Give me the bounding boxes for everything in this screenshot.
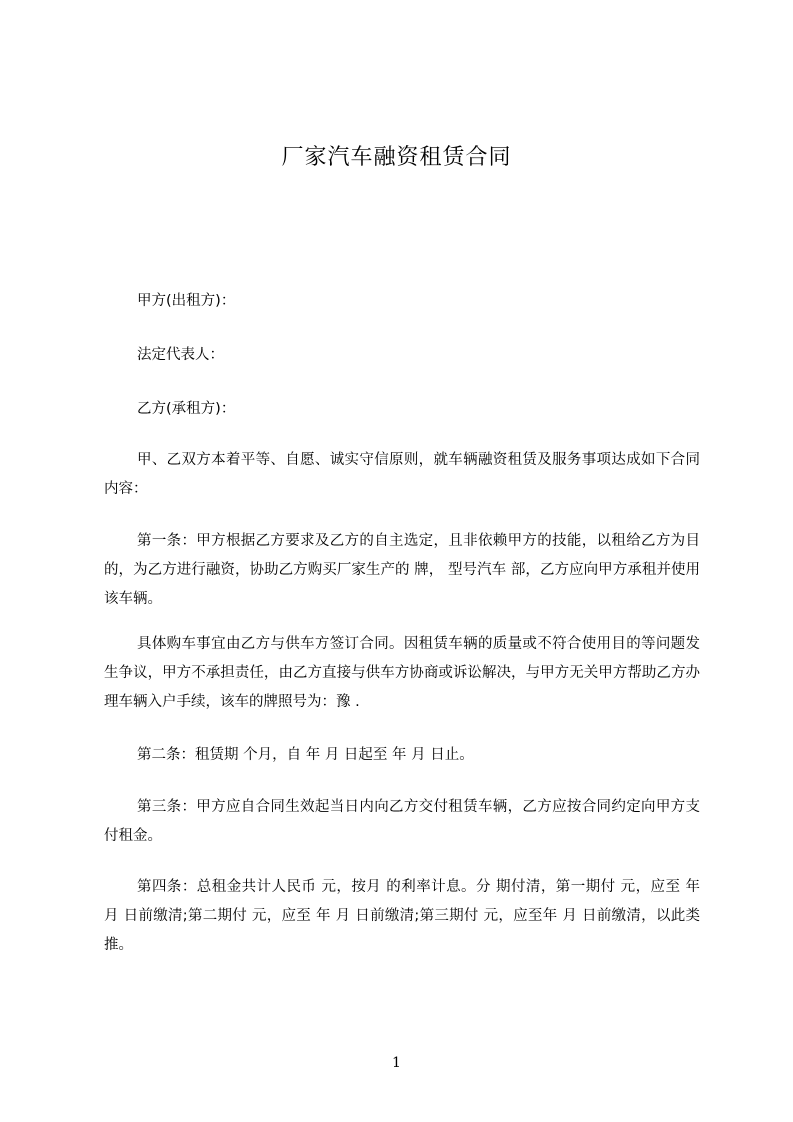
article-1-paragraph: 第一条：甲方根据乙方要求及乙方的自主选定，且非依赖甲方的技能，以租给乙方为目的，为乙方进行融资，协助乙方购买厂家生产的 牌， 型号汽车 部，乙方应向甲方承租并使用该车辆。 (104, 533, 700, 607)
article-2-paragraph: 第二条：租赁期 个月，自 年 月 日起至 年 月 日止。 (137, 747, 474, 763)
document-title: 厂家汽车融资租赁合同 (281, 145, 512, 170)
party-a-line: 甲方(出租方)： (137, 293, 236, 309)
legal-representative-line: 法定代表人： (137, 347, 224, 363)
party-b-line: 乙方(承租方)： (137, 401, 236, 417)
article-3-paragraph: 第三条：甲方应自合同生效起当日内向乙方交付租赁车辆，乙方应按合同约定向甲方支付租金。 (104, 799, 700, 844)
page-number: 1 (392, 1055, 401, 1071)
intro-paragraph: 甲、乙双方本着平等、自愿、诚实守信原则，就车辆融资租赁及服务事项达成如下合同内容： (104, 452, 700, 497)
article-4-paragraph: 第四条：总租金共计人民币 元，按月 的利率计息。分 期付清，第一期付 元，应至 年 月 日前缴清;第二期付 元，应至 年 月 日前缴清;第三期付 元，应至年 月 日前缴清，以此类推。 (104, 879, 700, 953)
article-1-detail-paragraph: 具体购车事宜由乙方与供车方签订合同。因租赁车辆的质量或不符合使用目的等问题发生争议，甲方不承担责任，由乙方直接与供车方协商或诉讼解决，与甲方无关甲方帮助乙方办理车辆入户手续，该车的牌照号为：豫 . (104, 636, 700, 710)
